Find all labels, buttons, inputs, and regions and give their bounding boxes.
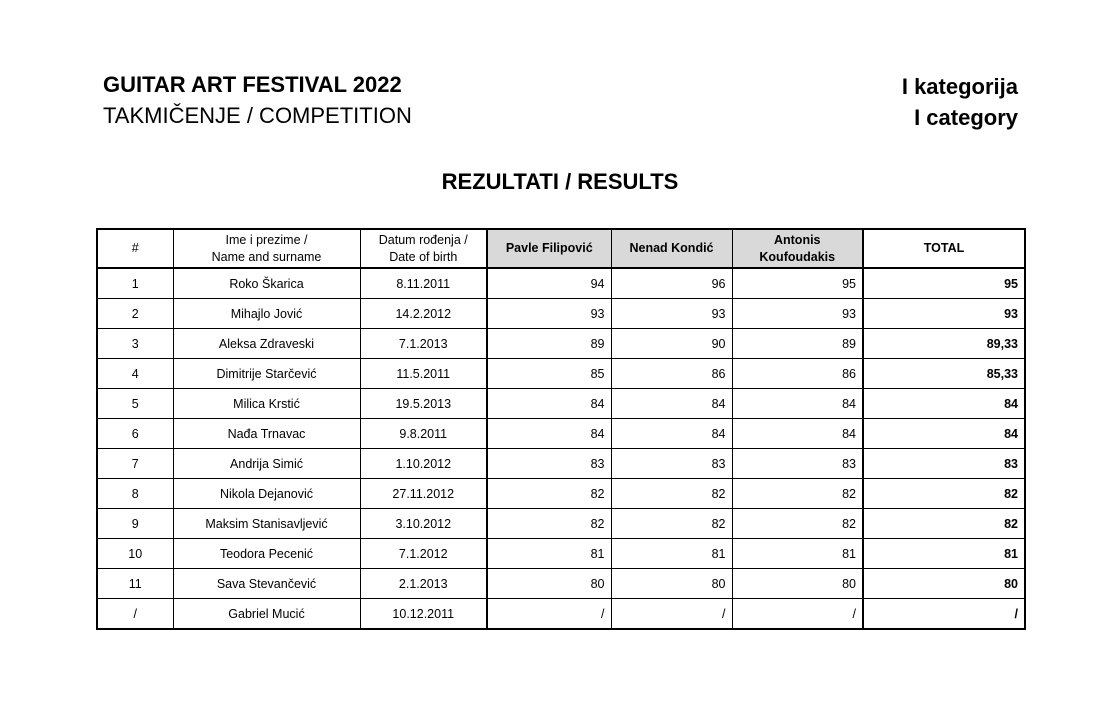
cell-total: 89,33 (863, 329, 1025, 359)
cell-judge1-score: 89 (487, 329, 611, 359)
table-row (97, 299, 1025, 329)
cell-name: Milica Krstić (173, 389, 360, 419)
table-row (97, 509, 1025, 539)
column-header-judge2: Nenad Kondić (611, 229, 732, 268)
cell-judge2-score: 86 (611, 359, 732, 389)
cell-judge2-score: 84 (611, 389, 732, 419)
category-english: I category (914, 105, 1018, 130)
cell-total: 93 (863, 299, 1025, 329)
cell-rank: 8 (97, 479, 173, 509)
cell-judge3-score: 82 (732, 509, 863, 539)
cell-rank: 7 (97, 449, 173, 479)
cell-dob: 27.11.2012 (360, 479, 487, 509)
cell-judge1-score: 80 (487, 569, 611, 599)
cell-judge3-score: 95 (732, 268, 863, 299)
cell-judge2-score: 81 (611, 539, 732, 569)
results-title: REZULTATI / RESULTS (441, 169, 679, 194)
cell-judge3-score: 86 (732, 359, 863, 389)
cell-name: Roko Škarica (173, 268, 360, 299)
cell-dob: 11.5.2011 (360, 359, 487, 389)
cell-rank: 10 (97, 539, 173, 569)
cell-rank: 4 (97, 359, 173, 389)
table-header-row (97, 229, 1025, 268)
category-local: I kategorija (901, 74, 1018, 99)
cell-judge3-score: 84 (732, 419, 863, 449)
cell-name: Gabriel Mucić (173, 599, 360, 630)
table-row (97, 539, 1025, 569)
cell-judge3-score: 84 (732, 389, 863, 419)
column-header-dob-line2: Date of birth (389, 249, 458, 264)
cell-name: Maksim Stanisavljević (173, 509, 360, 539)
cell-dob: 1.10.2012 (360, 449, 487, 479)
results-table-body (97, 268, 1025, 629)
cell-judge3-score: / (732, 599, 863, 630)
table-row (97, 419, 1025, 449)
column-header-dob-line1: Datum rođenja / (378, 232, 468, 247)
cell-dob: 10.12.2011 (360, 599, 487, 630)
table-row (97, 359, 1025, 389)
cell-total: / (863, 599, 1025, 630)
table-row (97, 569, 1025, 599)
cell-name: Andrija Simić (173, 449, 360, 479)
cell-rank: 6 (97, 419, 173, 449)
column-header-name-line2: Name and surname (211, 249, 322, 264)
column-header-judge3 (732, 229, 863, 268)
cell-judge1-score: 93 (487, 299, 611, 329)
column-header-total: TOTAL (863, 229, 1025, 268)
cell-total: 81 (863, 539, 1025, 569)
cell-judge2-score: 80 (611, 569, 732, 599)
cell-judge2-score: 84 (611, 419, 732, 449)
cell-judge3-score: 82 (732, 479, 863, 509)
cell-judge2-score: / (611, 599, 732, 630)
table-row (97, 329, 1025, 359)
cell-judge1-score: 82 (487, 509, 611, 539)
table-row (97, 268, 1025, 299)
cell-rank: 5 (97, 389, 173, 419)
cell-name: Sava Stevančević (173, 569, 360, 599)
cell-dob: 14.2.2012 (360, 299, 487, 329)
cell-dob: 8.11.2011 (360, 268, 487, 299)
cell-judge3-score: 89 (732, 329, 863, 359)
cell-name: Nikola Dejanović (173, 479, 360, 509)
cell-dob: 2.1.2013 (360, 569, 487, 599)
cell-judge2-score: 82 (611, 509, 732, 539)
results-table (96, 228, 1026, 630)
cell-rank: 2 (97, 299, 173, 329)
cell-judge1-score: 84 (487, 389, 611, 419)
column-header-judge3-line1: Antonis (773, 232, 821, 247)
cell-judge1-score: 83 (487, 449, 611, 479)
cell-judge2-score: 83 (611, 449, 732, 479)
cell-judge1-score: 81 (487, 539, 611, 569)
cell-dob: 3.10.2012 (360, 509, 487, 539)
table-row (97, 449, 1025, 479)
cell-rank: 1 (97, 268, 173, 299)
cell-total: 82 (863, 509, 1025, 539)
cell-total: 83 (863, 449, 1025, 479)
cell-dob: 7.1.2013 (360, 329, 487, 359)
festival-title: GUITAR ART FESTIVAL 2022 (103, 72, 402, 97)
cell-total: 82 (863, 479, 1025, 509)
cell-judge1-score: 85 (487, 359, 611, 389)
cell-name: Teodora Pecenić (173, 539, 360, 569)
cell-judge2-score: 96 (611, 268, 732, 299)
cell-total: 95 (863, 268, 1025, 299)
cell-total: 85,33 (863, 359, 1025, 389)
cell-name: Dimitrije Starčević (173, 359, 360, 389)
column-header-name-line1: Ime i prezime / (225, 232, 308, 247)
cell-judge2-score: 90 (611, 329, 732, 359)
cell-judge3-score: 93 (732, 299, 863, 329)
table-row (97, 389, 1025, 419)
cell-judge1-score: 94 (487, 268, 611, 299)
cell-rank: 11 (97, 569, 173, 599)
cell-judge1-score: 82 (487, 479, 611, 509)
header-right (902, 71, 1018, 133)
cell-rank: / (97, 599, 173, 630)
cell-judge2-score: 82 (611, 479, 732, 509)
cell-judge3-score: 80 (732, 569, 863, 599)
column-header-number: # (97, 229, 173, 268)
competition-subtitle: TAKMIČENJE / COMPETITION (103, 103, 412, 128)
table-row (97, 599, 1025, 630)
cell-total: 84 (863, 419, 1025, 449)
cell-rank: 3 (97, 329, 173, 359)
header-left (103, 71, 412, 133)
table-row (97, 479, 1025, 509)
cell-judge3-score: 81 (732, 539, 863, 569)
cell-name: Mihajlo Jović (173, 299, 360, 329)
cell-dob: 7.1.2012 (360, 539, 487, 569)
column-header-judge1: Pavle Filipović (487, 229, 611, 268)
cell-judge2-score: 93 (611, 299, 732, 329)
cell-dob: 9.8.2011 (360, 419, 487, 449)
cell-name: Aleksa Zdraveski (173, 329, 360, 359)
cell-name: Nađa Trnavac (173, 419, 360, 449)
cell-dob: 19.5.2013 (360, 389, 487, 419)
column-header-name (173, 229, 360, 268)
cell-judge1-score: 84 (487, 419, 611, 449)
cell-rank: 9 (97, 509, 173, 539)
column-header-dob (360, 229, 487, 268)
cell-judge1-score: / (487, 599, 611, 630)
column-header-judge3-line2: Koufoudakis (759, 249, 836, 264)
cell-judge3-score: 83 (732, 449, 863, 479)
cell-total: 84 (863, 389, 1025, 419)
cell-total: 80 (863, 569, 1025, 599)
